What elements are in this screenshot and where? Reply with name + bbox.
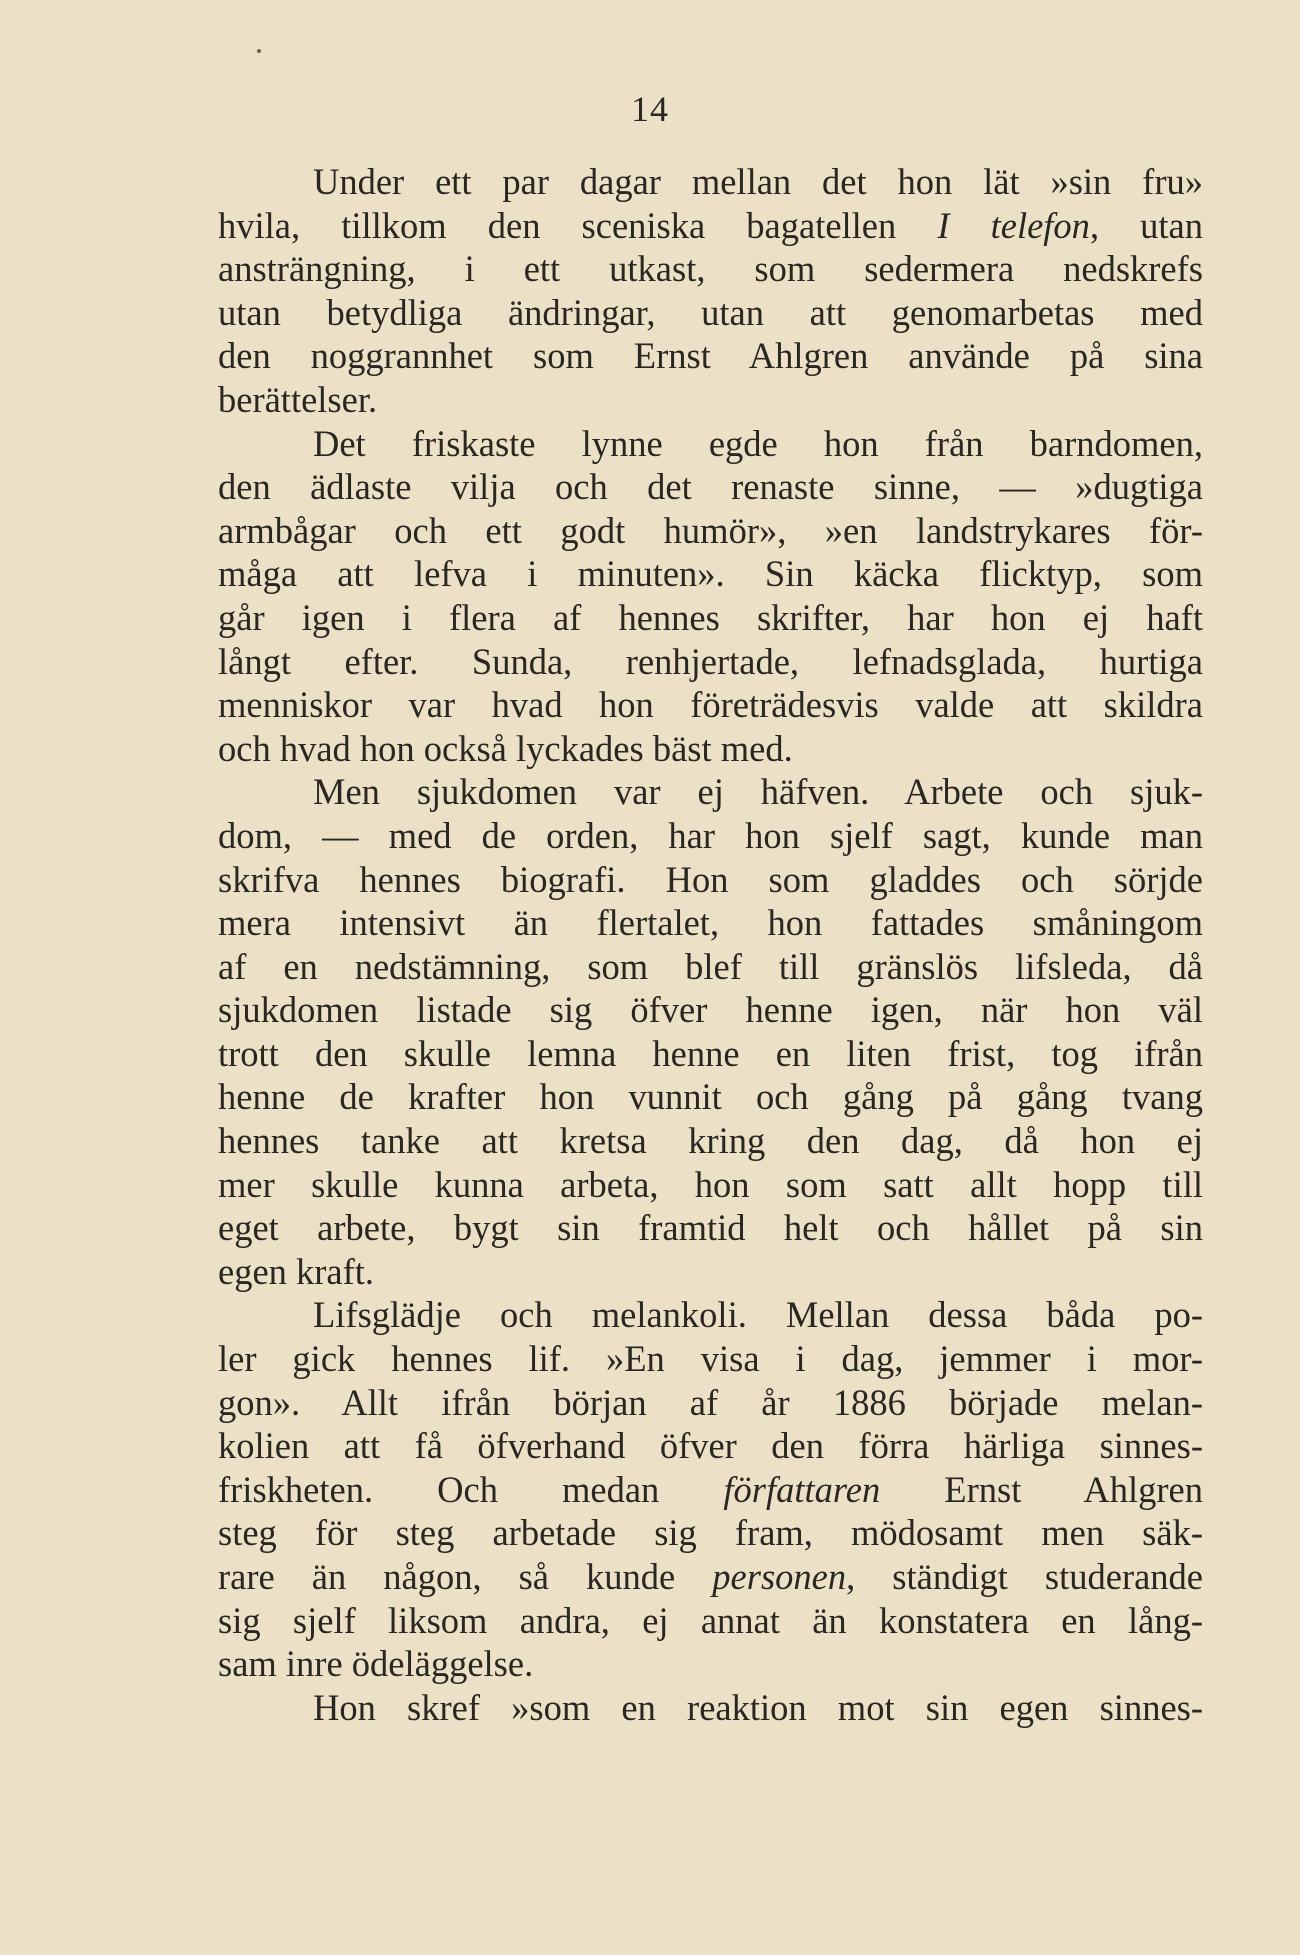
text-line: Hon skref »som en reaktion mot sin egen sinnes-: [313, 1686, 1203, 1728]
text-line: kolien att få öfverhand öfver den förra härliga sinnes-: [218, 1425, 1203, 1467]
italic-title: författaren: [723, 1468, 881, 1510]
paragraph: [218, 1686, 1203, 1730]
italic-title: I telefon: [937, 204, 1090, 246]
text-line: menniskor var hvad hon företrädesvis valde att skildra: [218, 684, 1203, 726]
italic-title: personen: [712, 1556, 847, 1597]
text-segment: , ständigt studerande: [846, 1556, 1203, 1597]
text-line: sjukdomen listade sig öfver henne igen, när hon väl: [218, 989, 1203, 1031]
text-line: och hvad hon också lyckades bäst med.: [218, 727, 793, 769]
text-line: trott den skulle lemna henne en liten frist, tog ifrån: [218, 1032, 1203, 1074]
text-line: mer skulle kunna arbeta, hon som satt allt hopp till: [218, 1163, 1203, 1205]
text-line: hennes tanke att kretsa kring den dag, då hon ej: [218, 1120, 1203, 1162]
paragraph: [218, 1293, 1203, 1685]
text-line: ler gick hennes lif. »En visa i dag, jemmer i mor-: [218, 1338, 1203, 1380]
text-line: [218, 204, 1203, 248]
text-segment: , utan: [1089, 204, 1203, 246]
text-line: [218, 1468, 1203, 1512]
text-segment: friskheten. Och medan: [218, 1468, 724, 1510]
text-line: sig sjelf liksom andra, ej annat än konstatera en lång-: [218, 1599, 1203, 1641]
paragraph: [218, 422, 1203, 771]
text-line: Lifsglädje och melankoli. Mellan dessa båda po-: [313, 1294, 1203, 1336]
text-line: går igen i flera af hennes skrifter, har hon ej haft: [218, 596, 1203, 638]
text-line: skrifva hennes biografi. Hon som gladdes och sörjde: [218, 858, 1203, 900]
text-line: [218, 1555, 1203, 1599]
page-number: 14: [631, 89, 669, 129]
text-line: utan betydliga ändringar, utan att genomarbetas med: [218, 291, 1203, 333]
text-line: steg för steg arbetade sig fram, mödosamt men säk-: [218, 1512, 1203, 1554]
text-line: gon». Allt ifrån början af år 1886 började melan-: [218, 1381, 1203, 1423]
text-line: berättelser.: [218, 378, 378, 420]
paragraph: [218, 770, 1203, 1293]
text-line: Det friskaste lynne egde hon från barndomen,: [313, 422, 1203, 464]
text-line: eget arbete, bygt sin framtid helt och hållet på sin: [218, 1207, 1203, 1249]
text-line: Men sjukdomen var ej häfven. Arbete och sjuk-: [313, 771, 1203, 813]
text-line: henne de krafter hon vunnit och gång på gång tvang: [218, 1076, 1203, 1118]
text-line: mera intensivt än flertalet, hon fattades småningom: [218, 902, 1203, 944]
text-line: långt efter. Sunda, renhjertade, lefnadsglada, hurtiga: [218, 640, 1203, 682]
body-text: [218, 160, 1203, 1729]
text-segment: Ernst Ahlgren: [880, 1468, 1203, 1510]
text-line: armbågar och ett godt humör», »en landstrykares för-: [218, 509, 1203, 551]
text-line: den ädlaste vilja och det renaste sinne, — »dugtiga: [218, 466, 1203, 508]
text-line: Under ett par dagar mellan det hon lät »sin fru»: [313, 161, 1203, 202]
text-segment: rare än någon, så kunde: [218, 1556, 713, 1597]
ink-speck: [257, 49, 261, 53]
text-line: af en nedstämning, som blef till gränslös lifsleda, då: [218, 945, 1203, 987]
text-line: ansträngning, i ett utkast, som sedermera nedskrefs: [218, 248, 1203, 290]
text-segment: hvila, tillkom den sceniska bagatellen: [218, 204, 938, 246]
text-line: måga att lefva i minuten». Sin käcka flicktyp, som: [218, 553, 1203, 595]
text-line: sam inre ödeläggelse.: [218, 1643, 534, 1685]
text-line: den noggrannhet som Ernst Ahlgren använde på sina: [218, 335, 1203, 377]
text-line: dom, — med de orden, har hon sjelf sagt, kunde man: [218, 814, 1203, 856]
text-line: egen kraft.: [218, 1250, 375, 1292]
paragraph: [218, 160, 1203, 422]
